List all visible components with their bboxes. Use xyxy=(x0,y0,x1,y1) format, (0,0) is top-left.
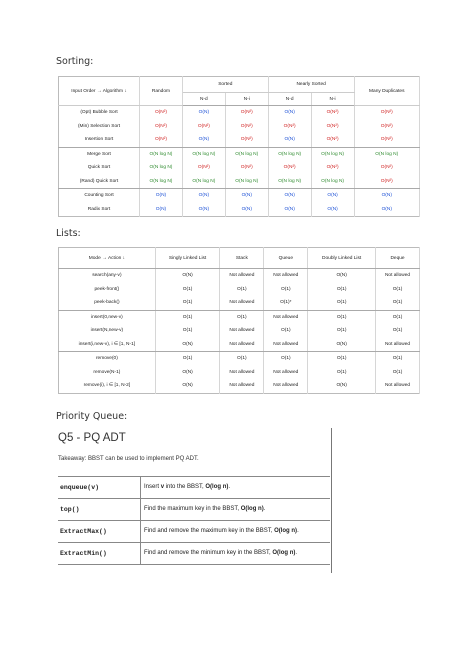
algorithm-name: Merge Sort xyxy=(59,147,140,161)
lists-section-title: Lists: xyxy=(56,228,81,239)
list-complexity: O(1) xyxy=(376,296,420,310)
list-complexity: O(1) xyxy=(308,310,376,324)
complexity-cell: O(N log N) xyxy=(268,147,311,161)
list-column-header: Mode → Action ↓ xyxy=(59,248,156,269)
list-row xyxy=(59,296,420,310)
list-complexity: O(N) xyxy=(155,379,220,393)
list-complexity: O(1) xyxy=(376,366,420,380)
list-complexity: O(N) xyxy=(155,269,220,283)
complexity-cell: O(N) xyxy=(225,203,268,217)
list-complexity: O(N) xyxy=(155,366,220,380)
complexity-cell: O(N²) xyxy=(140,133,183,147)
list-complexity: Not allowed xyxy=(264,379,308,393)
list-complexity: Not allowed xyxy=(220,338,264,352)
list-row xyxy=(59,379,420,393)
pq-description xyxy=(141,543,331,565)
complexity-cell: O(N log N) xyxy=(225,175,268,189)
list-complexity: O(N) xyxy=(308,269,376,283)
pq-section-title: Priority Queue: xyxy=(56,411,128,422)
list-complexity: O(1) xyxy=(155,283,220,297)
list-complexity: Not allowed xyxy=(264,338,308,352)
pq-description xyxy=(141,477,331,499)
list-complexity: Not allowed xyxy=(376,338,420,352)
list-action: remove(N-1) xyxy=(59,366,156,380)
complexity-cell: O(N log N) xyxy=(311,175,354,189)
list-complexity: O(1) xyxy=(220,310,264,324)
complexity-cell: O(N²) xyxy=(182,161,225,175)
list-row xyxy=(59,338,420,352)
list-complexity: O(1) xyxy=(308,366,376,380)
desc-text: Find and remove the minimum key in the BBST, xyxy=(144,549,273,556)
complexity-cell: O(N²) xyxy=(225,161,268,175)
complexity-cell: O(N log N) xyxy=(268,175,311,189)
many-duplicates-header: Many Duplicates xyxy=(354,77,419,106)
pq-operation: enqueue(v) xyxy=(58,477,141,499)
list-action: insert(N,new-v) xyxy=(59,324,156,338)
nearly-nd-header: N-d xyxy=(268,93,311,106)
list-complexity: O(1) xyxy=(308,352,376,366)
list-complexity: O(1)* xyxy=(264,296,308,310)
complexity-cell: O(N) xyxy=(182,133,225,147)
algorithm-name: (Min) Selection Sort xyxy=(59,120,140,134)
complexity-cell: O(N log N) xyxy=(140,175,183,189)
list-complexity: O(1) xyxy=(264,352,308,366)
list-action: remove(0) xyxy=(59,352,156,366)
list-complexity: O(1) xyxy=(155,310,220,324)
list-row xyxy=(59,310,420,324)
pq-operation: ExtractMin() xyxy=(58,543,141,565)
complexity-cell: O(N log N) xyxy=(354,147,419,161)
list-complexity: O(1) xyxy=(155,324,220,338)
complexity-cell: O(N²) xyxy=(268,161,311,175)
complexity-cell: O(N²) xyxy=(225,106,268,120)
list-complexity: O(1) xyxy=(308,324,376,338)
complexity-cell: O(N²) xyxy=(311,106,354,120)
list-complexity: O(1) xyxy=(376,310,420,324)
list-action: peek-front() xyxy=(59,283,156,297)
complexity-cell: O(N log N) xyxy=(182,147,225,161)
list-column-header: Deque xyxy=(376,248,420,269)
pq-row xyxy=(58,477,330,499)
complexity-cell: O(N log N) xyxy=(225,147,268,161)
complexity-cell: O(N) xyxy=(268,189,311,203)
pq-row xyxy=(58,543,330,565)
list-complexity: Not allowed xyxy=(264,366,308,380)
sorting-table xyxy=(58,76,420,217)
complexity-cell: O(N²) xyxy=(140,106,183,120)
desc-text: . xyxy=(228,483,231,490)
sorted-ni-header: N-i xyxy=(225,93,268,106)
algorithm-name: (Rand) Quick Sort xyxy=(59,175,140,189)
sort-row xyxy=(59,106,420,120)
complexity-cell: O(N) xyxy=(268,203,311,217)
sort-row xyxy=(59,133,420,147)
complexity-cell: O(N) xyxy=(140,203,183,217)
sort-row xyxy=(59,161,420,175)
list-row xyxy=(59,269,420,283)
lists-table xyxy=(58,247,420,394)
list-complexity: O(1) xyxy=(220,352,264,366)
list-complexity: O(1) xyxy=(264,324,308,338)
list-action: peek-back() xyxy=(59,296,156,310)
list-complexity: O(1) xyxy=(220,283,264,297)
complexity-cell: O(N²) xyxy=(354,133,419,147)
complexity-cell: O(N²) xyxy=(182,120,225,134)
list-action: insert(0,new-v) xyxy=(59,310,156,324)
sort-row xyxy=(59,120,420,134)
desc-complexity: O(log n) xyxy=(272,549,296,556)
complexity-cell: O(N) xyxy=(182,189,225,203)
algorithm-name: Insertion Sort xyxy=(59,133,140,147)
complexity-cell: O(N²) xyxy=(225,120,268,134)
list-complexity: O(N) xyxy=(155,338,220,352)
desc-complexity: O(log n) xyxy=(274,527,298,534)
pq-description xyxy=(141,499,331,521)
complexity-cell: O(N) xyxy=(268,106,311,120)
desc-text: Find and remove the maximum key in the BBST, xyxy=(144,527,275,534)
list-complexity: Not allowed xyxy=(376,379,420,393)
list-complexity: Not allowed xyxy=(220,296,264,310)
sorting-section-title: Sorting: xyxy=(56,56,94,67)
complexity-cell: O(N²) xyxy=(354,175,419,189)
complexity-cell: O(N²) xyxy=(354,120,419,134)
complexity-cell: O(N log N) xyxy=(182,175,225,189)
desc-bold-var: v xyxy=(160,483,165,490)
algorithm-name: Counting Sort xyxy=(59,189,140,203)
desc-text: Find the maximum key in the BBST, xyxy=(144,505,241,512)
list-complexity: O(1) xyxy=(155,296,220,310)
sorted-header: Sorted xyxy=(182,77,268,93)
desc-complexity: O(log n) xyxy=(240,505,264,512)
slide-edge-line xyxy=(331,428,332,573)
complexity-cell: O(N²) xyxy=(354,106,419,120)
algorithm-name: Quick Sort xyxy=(59,161,140,175)
complexity-cell: O(N) xyxy=(268,133,311,147)
list-column-header: Queue xyxy=(264,248,308,269)
algorithm-name: Radix Sort xyxy=(59,203,140,217)
list-action: remove(i), i ∈ [1, N-2] xyxy=(59,379,156,393)
list-complexity: Not allowed xyxy=(220,379,264,393)
complexity-cell: O(N) xyxy=(354,189,419,203)
list-complexity: O(1) xyxy=(376,283,420,297)
desc-text: . xyxy=(297,527,299,534)
complexity-cell: O(N) xyxy=(182,203,225,217)
pq-slide xyxy=(58,428,328,573)
sorted-nd-header: N-d xyxy=(182,93,225,106)
list-row xyxy=(59,366,420,380)
list-complexity: Not allowed xyxy=(264,310,308,324)
complexity-cell: O(N) xyxy=(311,203,354,217)
complexity-cell: O(N²) xyxy=(268,120,311,134)
list-complexity: Not allowed xyxy=(220,324,264,338)
complexity-cell: O(N) xyxy=(225,189,268,203)
pq-row xyxy=(58,521,330,543)
complexity-cell: O(N) xyxy=(354,203,419,217)
desc-text: Insert xyxy=(144,483,161,490)
complexity-cell: O(N²) xyxy=(354,161,419,175)
pq-description xyxy=(141,521,331,543)
desc-complexity: O(log n) xyxy=(205,483,229,490)
list-complexity: O(1) xyxy=(308,283,376,297)
list-complexity: Not allowed xyxy=(220,269,264,283)
complexity-cell: O(N) xyxy=(182,106,225,120)
list-row xyxy=(59,352,420,366)
pq-operations-table xyxy=(58,476,330,565)
list-complexity: Not allowed xyxy=(376,269,420,283)
complexity-cell: O(N²) xyxy=(311,133,354,147)
slide-title: Q5 - PQ ADT xyxy=(58,432,126,444)
pq-operation: top() xyxy=(58,499,141,521)
complexity-cell: O(N²) xyxy=(225,133,268,147)
pq-operation: ExtractMax() xyxy=(58,521,141,543)
corner-header: Input Order → Algorithm ↓ xyxy=(59,77,140,106)
list-complexity: O(1) xyxy=(376,352,420,366)
pq-row xyxy=(58,499,330,521)
complexity-cell: O(N²) xyxy=(311,120,354,134)
list-complexity: Not allowed xyxy=(220,366,264,380)
list-complexity: O(N) xyxy=(308,379,376,393)
desc-text: into the BBST, xyxy=(164,483,206,490)
complexity-cell: O(N²) xyxy=(311,161,354,175)
algorithm-name: (Opt) Bubble Sort xyxy=(59,106,140,120)
sort-row xyxy=(59,203,420,217)
list-column-header: Stack xyxy=(220,248,264,269)
complexity-cell: O(N) xyxy=(140,189,183,203)
list-row xyxy=(59,283,420,297)
list-complexity: O(N) xyxy=(308,338,376,352)
list-complexity: O(1) xyxy=(308,296,376,310)
list-column-header: Doubly Linked List xyxy=(308,248,376,269)
sort-row xyxy=(59,189,420,203)
complexity-cell: O(N²) xyxy=(140,120,183,134)
sort-row xyxy=(59,147,420,161)
sort-row xyxy=(59,175,420,189)
list-complexity: Not allowed xyxy=(264,269,308,283)
list-column-header: Singly Linked List xyxy=(155,248,220,269)
takeaway-text: Takeaway: BBST can be used to implement PQ ADT. xyxy=(58,456,199,462)
desc-text: . xyxy=(295,549,298,556)
complexity-cell: O(N) xyxy=(311,189,354,203)
list-row xyxy=(59,324,420,338)
nearly-ni-header: N-i xyxy=(311,93,354,106)
list-complexity: O(1) xyxy=(376,324,420,338)
complexity-cell: O(N log N) xyxy=(140,147,183,161)
list-action: search(any-v) xyxy=(59,269,156,283)
list-action: insert(i,new-v), i ∈ [1, N-1] xyxy=(59,338,156,352)
desc-text: . xyxy=(263,505,266,512)
nearly-sorted-header: Nearly Sorted xyxy=(268,77,354,93)
complexity-cell: O(N log N) xyxy=(311,147,354,161)
list-complexity: O(1) xyxy=(264,283,308,297)
list-complexity: O(1) xyxy=(155,352,220,366)
random-header: Random xyxy=(140,77,183,106)
complexity-cell: O(N log N) xyxy=(140,161,183,175)
